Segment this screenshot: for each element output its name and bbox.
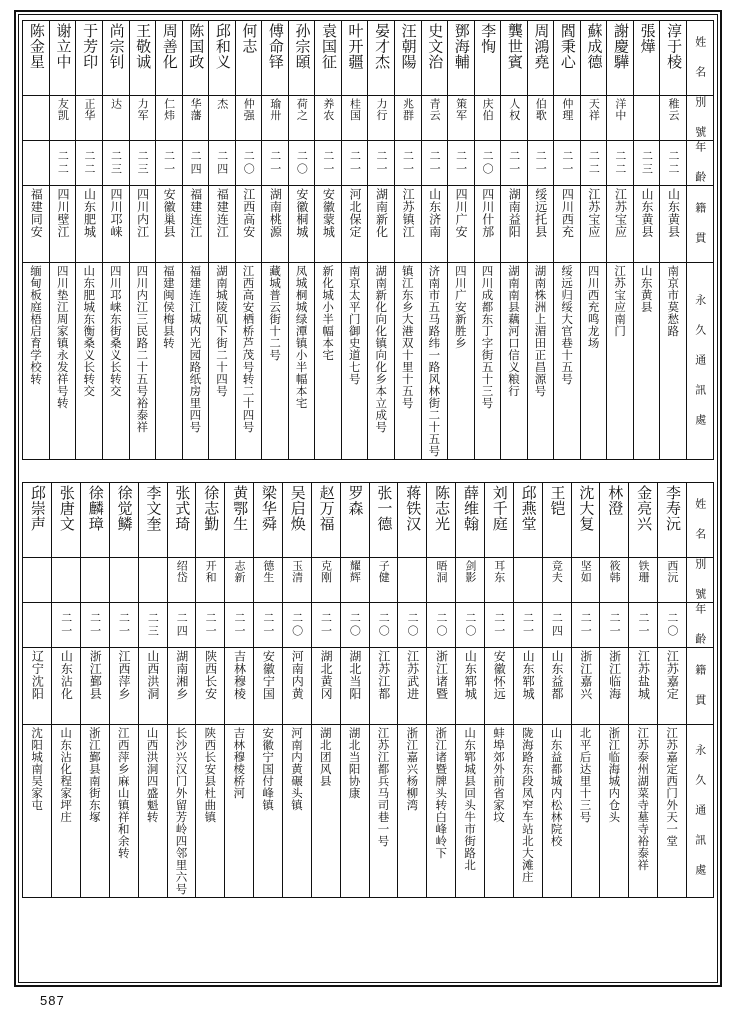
cell-address-1: 江苏泰州湖菜寺墓寺裕泰祥 [629,725,658,898]
cell-name-6: 龔世賓 [501,21,528,96]
cell-age-6: 二一 [501,141,528,186]
cell-address-6: 蚌埠郊外前省家坟 [484,725,513,898]
cell-native-9: 山东济南 [421,186,448,263]
cell-age-17: 二四 [167,603,196,648]
cell-alias-5: 伯歌 [527,96,554,141]
cell-alias-22: 正华 [76,96,103,141]
cell-alias-2: 筱韩 [600,558,629,603]
row-label-address: 永 久 通 訊 處 [687,263,714,460]
cell-native-23: 四川壁江 [49,186,76,263]
cell-native-2: 浙江临海 [600,648,629,725]
cell-alias-11: 耀辉 [340,558,369,603]
cell-age-9: 二一 [421,141,448,186]
cell-name-5: 邱燕堂 [513,483,542,558]
cell-native-1: 江苏盐城 [629,648,658,725]
cell-age-7: 二〇 [456,603,485,648]
cell-alias-11: 力行 [368,96,395,141]
cell-native-21: 山东沾化 [52,648,81,725]
cell-address-3: 北平后达里十三号 [571,725,600,898]
cell-native-9: 江苏武进 [398,648,427,725]
table-row-address [23,725,714,898]
cell-alias-7: 庆伯 [474,96,501,141]
cell-alias-14: 荷之 [288,96,315,141]
cell-native-12: 河北保定 [341,186,368,263]
cell-alias-15: 志新 [225,558,254,603]
table-row-alias [23,558,714,603]
cell-native-14: 安徽宁国 [254,648,283,725]
cell-address-11: 湖北当阳协康 [340,725,369,898]
cell-address-22: 山东肥城东衡桑义长转交 [76,263,103,460]
cell-age-19: 二一 [156,141,183,186]
cell-name-2: 林澄 [600,483,629,558]
cell-name-5: 周鴻堯 [527,21,554,96]
cell-name-14: 梁华舜 [254,483,283,558]
cell-name-4: 閻秉心 [554,21,581,96]
cell-alias-3: 天祥 [580,96,607,141]
cell-name-21: 尚宗钊 [102,21,129,96]
cell-address-21: 山东沾化程家坪庄 [52,725,81,898]
cell-native-20: 浙江鄞县 [80,648,109,725]
cell-age-4: 二四 [542,603,571,648]
page-number: 587 [40,993,65,1008]
cell-name-18: 陈国政 [182,21,209,96]
cell-age-10: 二〇 [369,603,398,648]
cell-alias-16: 开和 [196,558,225,603]
roster-tables-container [22,20,714,977]
row-label-age: 年 齡 [687,603,714,648]
cell-alias-24 [23,96,50,141]
cell-name-23: 谢立中 [49,21,76,96]
cell-name-21: 张唐文 [52,483,81,558]
cell-address-9: 浙江嘉兴杨柳湾 [398,725,427,898]
cell-address-1: 山东黄县 [633,263,660,460]
row-label-alias: 別 號 [687,96,714,141]
cell-address-4: 绥远归绥大官巷十五号 [554,263,581,460]
cell-address-7: 四川成都东丁字街五十三号 [474,263,501,460]
cell-alias-13: 玉清 [282,558,311,603]
cell-native-4: 山东益都 [542,648,571,725]
cell-alias-8: 晤洞 [427,558,456,603]
cell-name-9: 蒋铁汉 [398,483,427,558]
cell-address-6: 湖南南县藕河口信义粮行 [501,263,528,460]
cell-native-6: 湖南益阳 [501,186,528,263]
cell-alias-2: 洋中 [607,96,634,141]
cell-address-17: 湖南城陵矶下街二十四号 [209,263,236,460]
cell-address-10: 江苏江都兵马司巷一号 [369,725,398,898]
cell-alias-15: 瑜卅 [262,96,289,141]
cell-alias-22 [23,558,52,603]
cell-address-2: 浙江临海城内仓头 [600,725,629,898]
cell-age-5: 二一 [513,603,542,648]
cell-name-24: 陈金星 [23,21,50,96]
cell-address-13: 河南内黄碾头镇 [282,725,311,898]
cell-address-22: 沈阳城南吴家屯 [23,725,52,898]
table-row-name [23,21,714,96]
row-label-address: 永 久 通 訊 處 [687,725,714,898]
cell-alias-21: 达 [102,96,129,141]
cell-age-22 [23,603,52,648]
table-row-age [23,141,714,186]
cell-name-2: 謝慶驊 [607,21,634,96]
cell-address-12: 湖北团风县 [311,725,340,898]
cell-native-22: 辽宁沈阳 [23,648,52,725]
cell-alias-17: 杰 [209,96,236,141]
cell-age-0: 二〇 [658,603,687,648]
cell-age-12: 二一 [341,141,368,186]
cell-age-11: 二〇 [340,603,369,648]
cell-alias-4: 仲理 [554,96,581,141]
cell-age-4: 二一 [554,141,581,186]
cell-native-16: 江西高安 [235,186,262,263]
cell-alias-7: 剑影 [456,558,485,603]
cell-age-2: 二一 [600,603,629,648]
cell-native-8: 四川广安 [448,186,475,263]
cell-name-18: 李文奎 [138,483,167,558]
cell-address-8: 四川广安新胜乡 [448,263,475,460]
cell-native-10: 江苏江都 [369,648,398,725]
cell-address-17: 长沙兴汉门外留芳岭四邻里六号 [167,725,196,898]
cell-name-22: 于芳印 [76,21,103,96]
cell-address-20: 四川内江三民路二十五号裕泰祥 [129,263,156,460]
cell-name-22: 邱崇声 [23,483,52,558]
cell-native-16: 陕西长安 [196,648,225,725]
cell-address-21: 四川邛崃东街桑义长转交 [102,263,129,460]
cell-native-3: 江苏宝应 [580,186,607,263]
cell-age-18: 二四 [182,141,209,186]
cell-address-0: 南京市莫愁路 [660,263,687,460]
cell-native-19: 安徽巢县 [156,186,183,263]
cell-name-1: 金亮兴 [629,483,658,558]
cell-name-1: 張燁 [633,21,660,96]
cell-age-8: 二一 [448,141,475,186]
cell-age-24 [23,141,50,186]
cell-name-16: 何志 [235,21,262,96]
cell-address-15: 藏城普云街十二号 [262,263,289,460]
cell-alias-10: 子健 [369,558,398,603]
cell-alias-10: 兆群 [394,96,421,141]
cell-name-7: 薛维翰 [456,483,485,558]
cell-address-7: 山东郓城县回头牛市街路北 [456,725,485,898]
cell-native-4: 四川西充 [554,186,581,263]
cell-native-10: 江苏镇江 [394,186,421,263]
cell-alias-1: 铁珊 [629,558,658,603]
cell-name-20: 王敬诚 [129,21,156,96]
cell-address-5: 陇海路东段凤窄车站北大滩庄 [513,725,542,898]
cell-alias-3: 坚如 [571,558,600,603]
cell-name-3: 蘇成德 [580,21,607,96]
cell-alias-1 [633,96,660,141]
cell-age-14: 二一 [254,603,283,648]
cell-age-15: 二一 [225,603,254,648]
cell-age-21: 二一 [52,603,81,648]
cell-name-19: 徐觉鳞 [109,483,138,558]
roster-table-lower [22,482,714,898]
cell-address-15: 吉林穆棱桥河 [225,725,254,898]
cell-name-11: 罗森 [340,483,369,558]
cell-address-19: 江西萍乡麻山镇祥和余转 [109,725,138,898]
cell-name-4: 王铠 [542,483,571,558]
table-separator [22,460,714,482]
cell-alias-0: 西沅 [658,558,687,603]
cell-age-16: 二〇 [235,141,262,186]
cell-name-15: 黄鄂生 [225,483,254,558]
cell-address-18: 山西洪洞四盛魁转 [138,725,167,898]
row-label-alias: 別 號 [687,558,714,603]
cell-alias-20 [80,558,109,603]
cell-address-14: 凤城桐城绿潭镇小半幅本宅 [288,263,315,460]
cell-name-19: 周善化 [156,21,183,96]
cell-age-2: 二二 [607,141,634,186]
row-label-native-place: 籍 貫 [687,648,714,725]
cell-native-1: 山东黄县 [633,186,660,263]
cell-name-11: 晏才杰 [368,21,395,96]
cell-address-10: 镇江东乡大港双十里十五号 [394,263,421,460]
cell-name-14: 孙宗頣 [288,21,315,96]
cell-age-19: 二一 [109,603,138,648]
cell-alias-9 [398,558,427,603]
cell-age-3: 二二 [580,141,607,186]
cell-name-12: 赵万福 [311,483,340,558]
cell-alias-21 [52,558,81,603]
row-label-age: 年 齡 [687,141,714,186]
cell-alias-12: 桂国 [341,96,368,141]
cell-alias-23: 友凯 [49,96,76,141]
cell-native-11: 湖南新化 [368,186,395,263]
cell-native-7: 山东郓城 [456,648,485,725]
cell-native-17: 福建连江 [209,186,236,263]
cell-name-0: 李寿沅 [658,483,687,558]
cell-native-3: 浙江嘉兴 [571,648,600,725]
cell-native-24: 福建同安 [23,186,50,263]
cell-age-10: 二一 [394,141,421,186]
cell-address-24: 缅甸板庭梧启育学校转 [23,263,50,460]
cell-native-5: 绥远托县 [527,186,554,263]
cell-name-10: 张一德 [369,483,398,558]
cell-native-20: 四川内江 [129,186,156,263]
cell-age-5: 二一 [527,141,554,186]
cell-alias-20: 力军 [129,96,156,141]
cell-age-12: 二一 [311,603,340,648]
cell-alias-19: 仁炜 [156,96,183,141]
cell-address-9: 济南市五马路纬一路风林街二十五号 [421,263,448,460]
cell-alias-0: 稚云 [660,96,687,141]
cell-name-20: 徐麟璋 [80,483,109,558]
cell-address-23: 四川垫江周家镇永发祥号转 [49,263,76,460]
cell-native-18: 福建连江 [182,186,209,263]
cell-age-13: 二〇 [282,603,311,648]
cell-native-17: 湖南湘乡 [167,648,196,725]
cell-age-15: 二一 [262,141,289,186]
cell-native-0: 山东黄县 [660,186,687,263]
roster-table-upper [22,20,714,460]
cell-name-9: 史文治 [421,21,448,96]
cell-address-13: 新化城小半幅本宅 [315,263,342,460]
cell-age-20: 二一 [80,603,109,648]
cell-age-8: 二〇 [427,603,456,648]
cell-native-14: 安徽桐城 [288,186,315,263]
cell-native-19: 江西萍乡 [109,648,138,725]
cell-alias-18 [138,558,167,603]
cell-address-14: 安徽宁国付峰镇 [254,725,283,898]
cell-name-15: 傅命铎 [262,21,289,96]
cell-alias-14: 德生 [254,558,283,603]
cell-alias-6: 人权 [501,96,528,141]
cell-address-12: 南京太平门御史道七号 [341,263,368,460]
table-row-name [23,483,714,558]
cell-native-13: 安徽蒙城 [315,186,342,263]
cell-name-6: 刘千庭 [484,483,513,558]
cell-age-9: 二〇 [398,603,427,648]
table-row-address [23,263,714,460]
table-row-age [23,603,714,648]
cell-alias-8: 策军 [448,96,475,141]
cell-age-18: 二三 [138,603,167,648]
cell-name-16: 徐志勤 [196,483,225,558]
cell-native-2: 江苏宝应 [607,186,634,263]
cell-alias-6: 耳东 [484,558,513,603]
cell-name-8: 鄧海輔 [448,21,475,96]
cell-age-22: 二二 [76,141,103,186]
cell-native-15: 吉林穆棱 [225,648,254,725]
cell-alias-9: 青云 [421,96,448,141]
cell-native-21: 四川邛崃 [102,186,129,263]
cell-name-17: 邱和义 [209,21,236,96]
cell-native-8: 浙江诸暨 [427,648,456,725]
cell-age-1: 二一 [629,603,658,648]
cell-address-18: 福建连江城内光园路纸房里四号 [182,263,209,460]
cell-native-18: 山西洪洞 [138,648,167,725]
cell-alias-12: 克刚 [311,558,340,603]
cell-name-8: 陈志光 [427,483,456,558]
row-label-name: 姓 名 [687,21,714,96]
cell-native-13: 河南内黄 [282,648,311,725]
cell-native-15: 湖南桃源 [262,186,289,263]
cell-age-20: 二三 [129,141,156,186]
cell-alias-19 [109,558,138,603]
cell-name-3: 沈大复 [571,483,600,558]
cell-name-0: 淳于棱 [660,21,687,96]
cell-address-8: 浙江诸暨牌头转白峰岭下 [427,725,456,898]
cell-address-0: 江苏嘉定西门外天一堂 [658,725,687,898]
cell-name-13: 吴启焕 [282,483,311,558]
cell-age-0: 二二 [660,141,687,186]
cell-address-20: 浙江鄞县南街东塚 [80,725,109,898]
cell-alias-18: 华藩 [182,96,209,141]
cell-age-3: 二一 [571,603,600,648]
cell-age-1: 二三 [633,141,660,186]
table-row-native-place [23,186,714,263]
cell-name-10: 汪朝陽 [394,21,421,96]
cell-age-11: 二一 [368,141,395,186]
cell-age-14: 二〇 [288,141,315,186]
cell-age-21: 二三 [102,141,129,186]
cell-native-11: 湖北当阳 [340,648,369,725]
cell-alias-16: 仲强 [235,96,262,141]
cell-address-4: 山东益都城内松林院校 [542,725,571,898]
cell-native-0: 江苏嘉定 [658,648,687,725]
cell-alias-17: 绍岱 [167,558,196,603]
row-label-native-place: 籍 貫 [687,186,714,263]
row-label-name: 姓 名 [687,483,714,558]
cell-name-13: 袁国征 [315,21,342,96]
cell-address-16: 江西高安栖桥芦茂号转二十四号 [235,263,262,460]
cell-address-3: 四川西充鸣龙场 [580,263,607,460]
cell-alias-5 [513,558,542,603]
cell-address-5: 湖南株洲上湄田正昌源号 [527,263,554,460]
cell-native-6: 安徽怀远 [484,648,513,725]
cell-alias-13: 养农 [315,96,342,141]
cell-address-16: 陕西长安县杜曲镇 [196,725,225,898]
cell-age-7: 二〇 [474,141,501,186]
cell-address-19: 福建闽侯梅县转 [156,263,183,460]
cell-alias-4: 竞夫 [542,558,571,603]
cell-native-12: 湖北黄冈 [311,648,340,725]
cell-native-22: 山东肥城 [76,186,103,263]
cell-age-13: 二一 [315,141,342,186]
cell-name-7: 李恂 [474,21,501,96]
table-row-native-place [23,648,714,725]
cell-native-5: 山东郓城 [513,648,542,725]
cell-age-16: 二一 [196,603,225,648]
cell-name-17: 张式琦 [167,483,196,558]
cell-age-6: 二一 [484,603,513,648]
cell-age-17: 二四 [209,141,236,186]
cell-native-7: 四川什邡 [474,186,501,263]
cell-address-2: 江苏宝应南门 [607,263,634,460]
cell-address-11: 湖南新化向化镇向化乡本立成号 [368,263,395,460]
cell-age-23: 二二 [49,141,76,186]
table-row-alias [23,96,714,141]
cell-name-12: 叶开疆 [341,21,368,96]
